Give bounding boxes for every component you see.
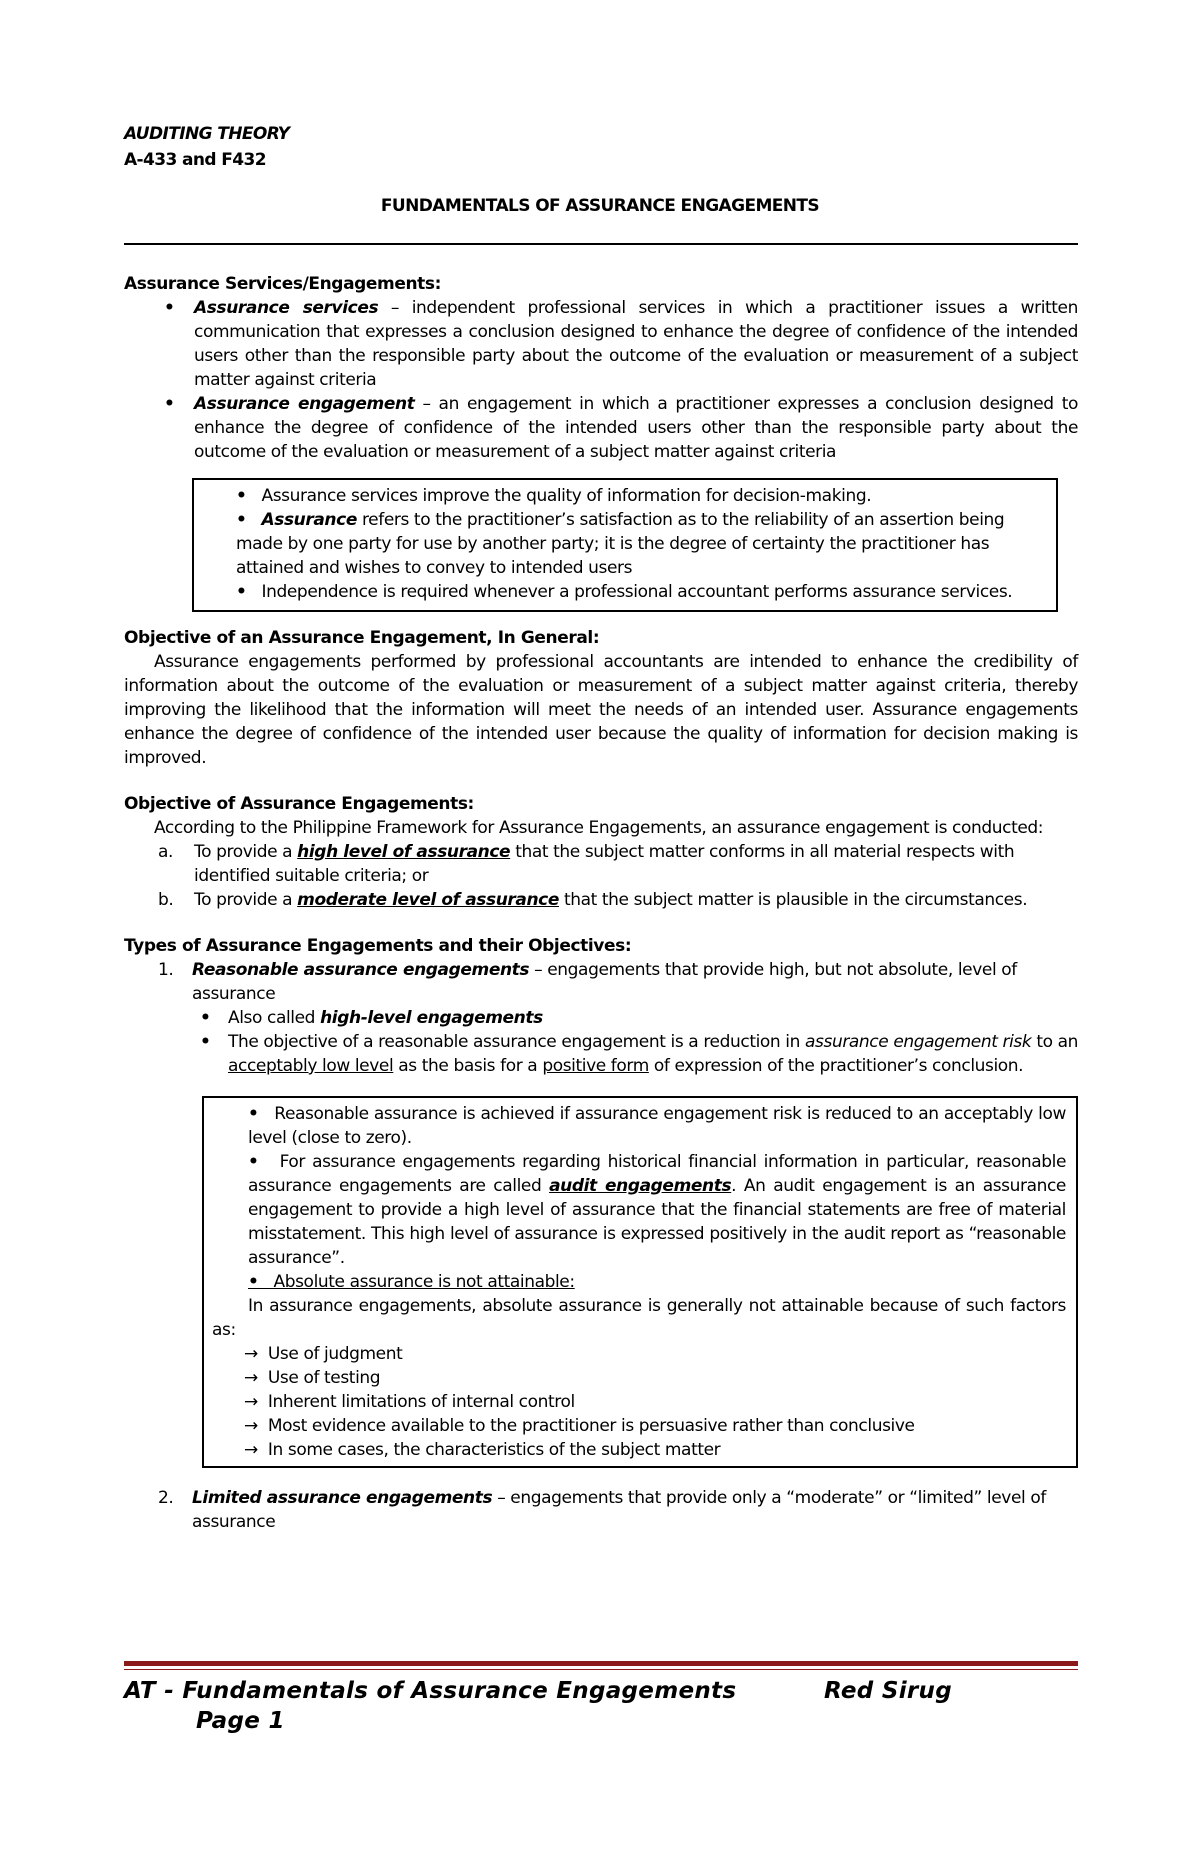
list-item [124, 840, 1078, 888]
term: high level of assurance [297, 842, 511, 862]
list-marker: 1. [158, 960, 174, 980]
header-divider [124, 243, 1078, 245]
list-item [124, 1006, 1078, 1030]
list-item [124, 888, 1078, 912]
arrow-icon: → [244, 1344, 258, 1364]
term: moderate level of assurance [297, 890, 559, 910]
callout-text: Assurance services improve the quality of information for decision-making. [261, 486, 872, 506]
footer-page-number: Page 1 [196, 1708, 285, 1734]
text: to an [1031, 1032, 1078, 1052]
list-marker: b. [158, 890, 174, 910]
footer-author: Red Sirug [824, 1678, 952, 1704]
term: Assurance [261, 510, 357, 530]
text: – engagements that provide high, but not absolute, level of assurance [192, 960, 1017, 1004]
text: – engagements that provide only a “moderate” or “limited” level of assurance [192, 1488, 1046, 1532]
term: Assurance services [194, 298, 379, 318]
arrow-item [212, 1366, 1066, 1390]
callout-text: Reasonable assurance is achieved if assurance engagement risk is reduced to an acceptably low level (close to zero). [248, 1104, 1066, 1148]
section-heading-types: Types of Assurance Engagements and their Objectives: [124, 936, 632, 956]
callout-line [212, 1102, 1066, 1150]
term: Assurance engagement [194, 394, 415, 414]
course-title: AUDITING THEORY [124, 124, 290, 144]
bullet-icon: • [236, 582, 247, 602]
arrow-icon: → [244, 1392, 258, 1412]
bullet-icon: • [248, 1104, 259, 1124]
list-marker: 2. [158, 1488, 174, 1508]
section-heading-assurance-services: Assurance Services/Engagements: [124, 274, 442, 294]
list-item [124, 296, 1078, 392]
bullet-icon: • [200, 1008, 211, 1028]
list-marker: a. [158, 842, 174, 862]
bullet-icon: • [200, 1032, 211, 1052]
text: The objective of a reasonable assurance engagement is a reduction in [228, 1032, 806, 1052]
callout-text: Independence is required whenever a professional accountant performs assurance services. [261, 582, 1013, 602]
paragraph: According to the Philippine Framework for Assurance Engagements, an assurance engagement is conducted: [154, 818, 1044, 838]
arrow-text: Most evidence available to the practitioner is persuasive rather than conclusive [267, 1416, 915, 1436]
callout-line [212, 1270, 1066, 1294]
callout-line [236, 508, 1036, 580]
arrow-text: In some cases, the characteristics of the subject matter [267, 1440, 721, 1460]
document-body [124, 272, 1078, 1534]
text: as the basis for a [393, 1056, 543, 1076]
arrow-text: Use of testing [267, 1368, 381, 1388]
arrow-text: Inherent limitations of internal control [267, 1392, 575, 1412]
arrow-item [212, 1342, 1066, 1366]
term: audit engagements [549, 1176, 732, 1196]
term: Limited assurance engagements [192, 1488, 493, 1508]
callout-text: For assurance engagements regarding historical financial information in particular, reasonable assurance engagements are called [248, 1152, 1066, 1196]
bullet-icon: • [236, 486, 247, 506]
bullet-icon: • [164, 298, 175, 318]
arrow-icon: → [244, 1416, 258, 1436]
callout-line [236, 484, 1036, 508]
list-item [124, 958, 1078, 1006]
term: assurance engagement risk [805, 1032, 1032, 1052]
callout-line [212, 1294, 1066, 1342]
text: To provide a [194, 842, 298, 862]
definition: – an engagement in which a practitioner expresses a conclusion designed to enhance the degree of confidence of the intended users other than the responsible party about the outcome of the evaluation or measurement of a subject matter against criteria [194, 394, 1078, 462]
document-title: FUNDAMENTALS OF ASSURANCE ENGAGEMENTS [380, 196, 820, 216]
footer-divider-thick [124, 1661, 1078, 1666]
callout-box-reasonable-assurance [202, 1096, 1078, 1468]
callout-box-assurance [192, 478, 1058, 612]
course-code: A-433 and F432 [124, 150, 266, 170]
bullet-icon: • [248, 1272, 259, 1292]
callout-text: refers to the practitioner’s satisfaction as to the reliability of an assertion being made by one party for use by another party; it is the degree of certainty the practitioner has attained and wishes to convey to intended users [236, 510, 1005, 578]
term: high-level engagements [320, 1008, 543, 1028]
term: positive form [542, 1056, 649, 1076]
list-item [124, 392, 1078, 464]
text: To provide a [194, 890, 298, 910]
footer-divider-thin [124, 1669, 1078, 1670]
bullet-icon: • [248, 1152, 259, 1172]
paragraph: Assurance engagements performed by professional accountants are intended to enhance the credibility of information about the outcome of the evaluation or measurement of a subject matter against criteria, thereby improving the likelihood that the information will meet the needs of an intended user. Assurance engagements enhance the degree of confidence of the intended user because the quality of information for decision making is improved. [124, 652, 1078, 768]
text: Also called [228, 1008, 321, 1028]
callout-line [212, 1150, 1066, 1270]
term: acceptably low level [228, 1056, 394, 1076]
list-item [124, 1030, 1078, 1078]
section-heading-objective-general: Objective of an Assurance Engagement, In General: [124, 628, 600, 648]
arrow-icon: → [244, 1368, 258, 1388]
text: that the subject matter conforms in all material respects with identified suitable criteria; or [194, 842, 1015, 886]
callout-text: Absolute assurance is not attainable: [273, 1272, 575, 1292]
callout-line [236, 580, 1036, 604]
arrow-item [212, 1414, 1066, 1438]
term: Reasonable assurance engagements [192, 960, 530, 980]
arrow-item [212, 1390, 1066, 1414]
arrow-text: Use of judgment [267, 1344, 403, 1364]
arrow-item [212, 1438, 1066, 1462]
definition: – independent professional services in which a practitioner issues a written communication that expresses a conclusion designed to enhance the degree of confidence of the intended users other than the responsible party about the outcome of the evaluation or measurement of a subject matter against criteria [194, 298, 1078, 390]
arrow-icon: → [244, 1440, 258, 1460]
section-heading-objective: Objective of Assurance Engagements: [124, 794, 474, 814]
text: of expression of the practitioner’s conclusion. [648, 1056, 1024, 1076]
text: that the subject matter is plausible in the circumstances. [558, 890, 1028, 910]
callout-text: In assurance engagements, absolute assurance is generally not attainable because of such factors as: [212, 1296, 1066, 1340]
list-item [124, 1486, 1078, 1534]
footer-title: AT - Fundamentals of Assurance Engagements [124, 1678, 737, 1704]
bullet-icon: • [236, 510, 247, 530]
bullet-icon: • [164, 394, 175, 414]
callout-text: . An audit engagement is an assurance engagement to provide a high level of assurance that the financial statements are free of material misstatement. This high level of assurance is expressed positively in the audit report as “reasonable assurance”. [248, 1176, 1066, 1268]
